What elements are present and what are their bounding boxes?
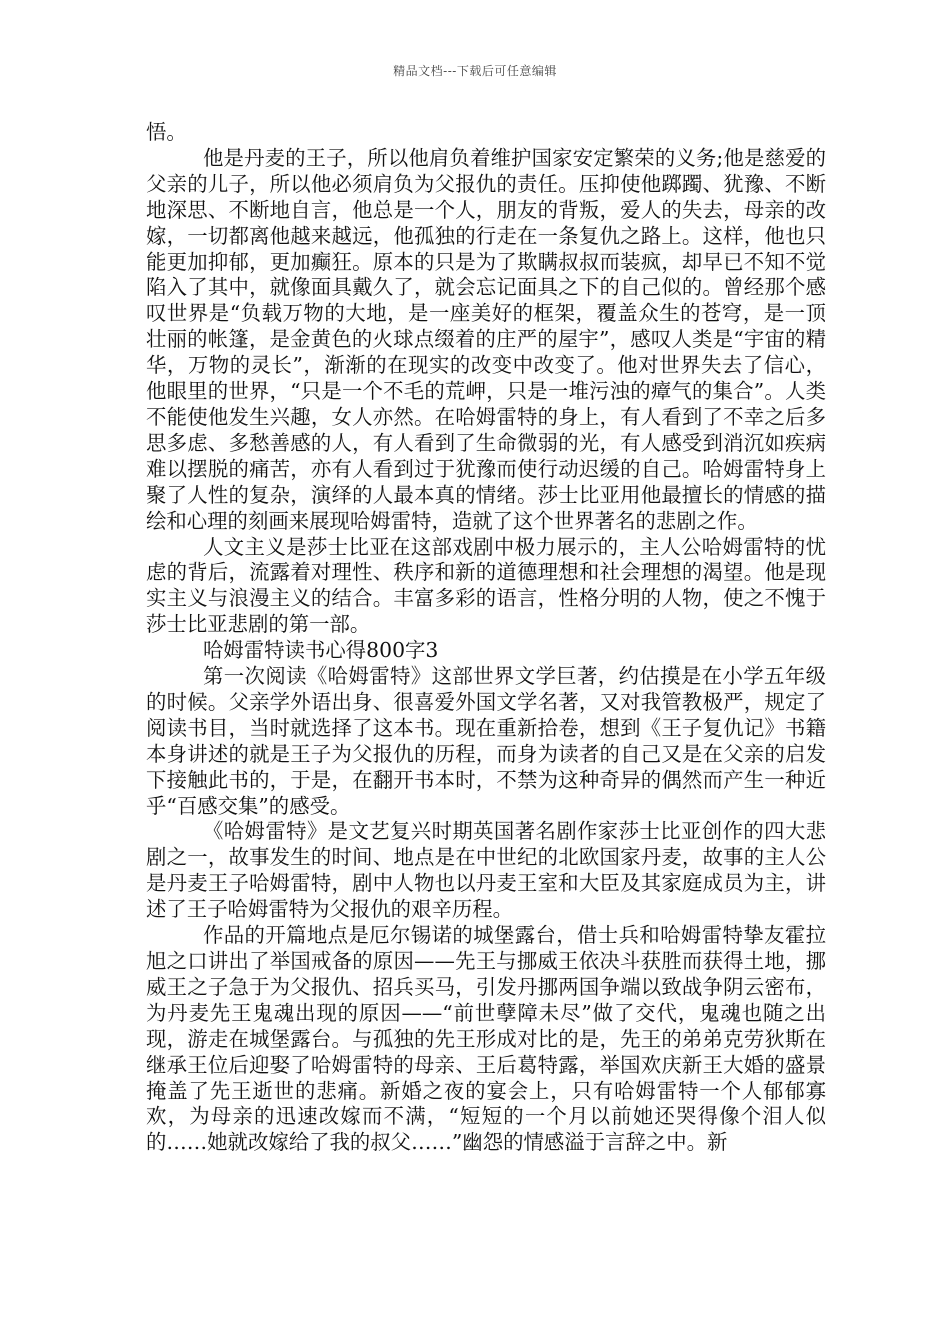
paragraph: 人文主义是莎士比亚在这部戏剧中极力展示的，主人公哈姆雷特的忧虑的背后，流露着对理性、秩序和新的道德理想和社会理想的渴望。他是现实主义与浪漫主义的结合。丰富多彩的语言，性格分明的人物，使之不愧于莎士比亚悲剧的第一部。 bbox=[146, 534, 826, 637]
section-heading: 哈姆雷特读书心得800字3 bbox=[203, 638, 439, 663]
paragraph: 《哈姆雷特》是文艺复兴时期英国著名剧作家莎士比亚创作的四大悲剧之一，故事发生的时间、地点是在中世纪的北欧国家丹麦，故事的主人公是丹麦王子哈姆雷特，剧中人物也以丹麦王室和大臣及其家庭成员为主，讲述了王子哈姆雷特为父报仇的艰辛历程。 bbox=[146, 819, 826, 922]
document-body bbox=[146, 120, 826, 1156]
paragraph: 悟。 bbox=[146, 120, 187, 144]
paragraph: 第一次阅读《哈姆雷特》这部世界文学巨著，约估摸是在小学五年级的时候。父亲学外语出身、很喜爱外国文学名著，又对我管教极严，规定了阅读书目，当时就选择了这本书。现在重新拾卷，想到《王子复仇记》书籍本身讲述的就是王子为父报仇的历程，而身为读者的自己又是在父亲的启发下接触此书的，于是，在翻开书本时，不禁为这种奇异的偶然而产生一种近乎“百感交集”的感受。 bbox=[146, 664, 826, 818]
paragraph: 他是丹麦的王子，所以他肩负着维护国家安定繁荣的义务;他是慈爱的父亲的儿子，所以他必须肩负为父报仇的责任。压抑使他踯躅、犹豫、不断地深思、不断地自言，他总是一个人，朋友的背叛，爱人的失去，母亲的改嫁，一切都离他越来越远，他孤独的行走在一条复仇之路上。这样，他也只能更加抑郁，更加癫狂。原本的只是为了欺瞒叔叔而装疯，却早已不知不觉陷入了其中，就像面具戴久了，就会忘记面具之下的自己似的。曾经那个感叹世界是“负载万物的大地，是一座美好的框架，覆盖众生的苍穹，是一顶壮丽的帐篷，是金黄色的火球点缀着的庄严的屋宇”，感叹人类是“宇宙的精华，万物的灵长”，渐渐的在现实的改变中改变了。他对世界失去了信心，他眼里的世界，“只是一个不毛的荒岬，只是一堆污浊的瘴气的集合”。人类不能使他发生兴趣，女人亦然。在哈姆雷特的身上，有人看到了不幸之后多思多虑、多愁善感的人，有人看到了生命微弱的光，有人感受到消沉如疾病难以摆脱的痛苦，亦有人看到过于犹豫而使行动迟缓的自己。哈姆雷特身上聚了人性的复杂，演绎的人最本真的情绪。莎士比亚用他最擅长的情感的描绘和心理的刻画来展现哈姆雷特，造就了这个世界著名的悲剧之作。 bbox=[146, 145, 826, 533]
page-header: 精品文档---下载后可任意编辑 bbox=[393, 64, 557, 78]
paragraph: 作品的开篇地点是厄尔锡诺的城堡露台，借士兵和哈姆雷特挚友霍拉旭之口讲出了举国戒备的原因——先王与挪威王依决斗获胜而获得土地，挪威王之子急于为父报仇、招兵买马，引发丹挪两国争端以致战争阴云密布，为丹麦先王鬼魂出现的原因——“前世孽障未尽”做了交代，鬼魂也随之出现，游走在城堡露台。与孤独的先王形成对比的是，先王的弟弟克劳狄斯在继承王位后迎娶了哈姆雷特的母亲、王后葛特露，举国欢庆新王大婚的盛景掩盖了先王逝世的悲痛。新婚之夜的宴会上，只有哈姆雷特一个人郁郁寡欢，为母亲的迅速改嫁而不满，“短短的一个月以前她还哭得像个泪人似的……她就改嫁给了我的叔父……”幽怨的情感溢于言辞之中。新 bbox=[146, 923, 826, 1155]
